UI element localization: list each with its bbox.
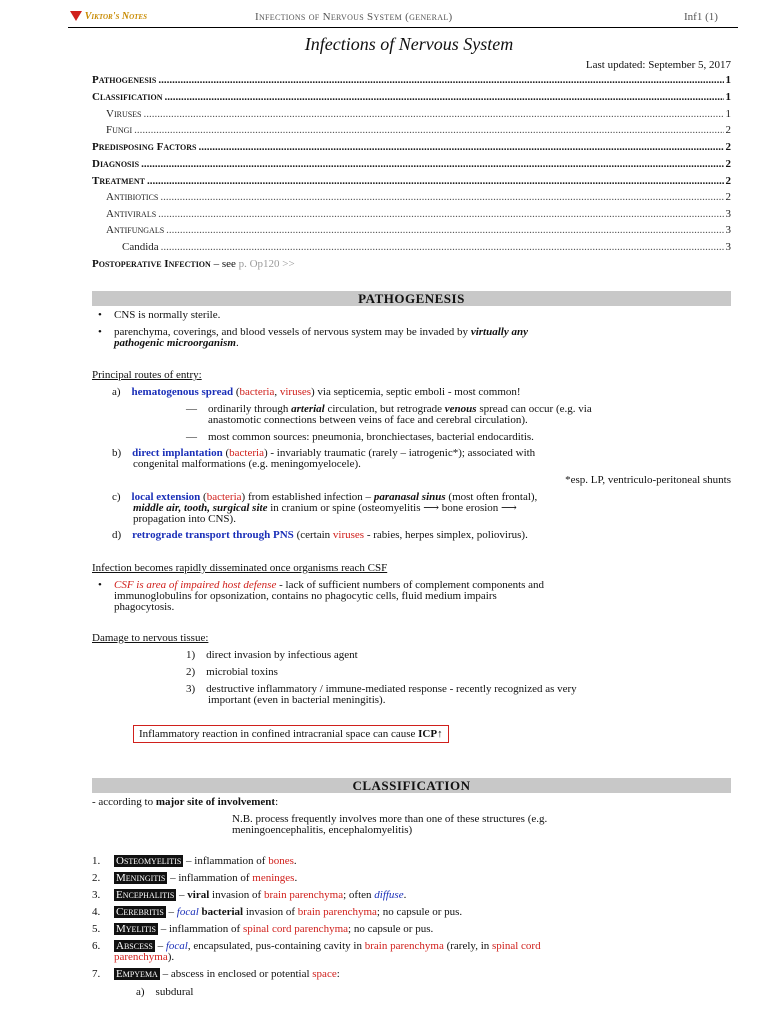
- route-c: c) local extension (bacteria) from established infection – paranasal sinus (most often frontal),: [112, 491, 538, 503]
- bullet-item: • CNS is normally sterile.: [114, 310, 220, 321]
- route-b: b) direct implantation (bacteria) - invariably traumatic (rarely – iatrogenic*); associated with: [112, 447, 536, 459]
- callout-box: Inflammatory reaction in confined intracranial space can cause ICP↑: [133, 725, 449, 743]
- last-updated: Last updated: September 5, 2017: [585, 59, 731, 71]
- logo-text: Viktor's Notes: [84, 10, 147, 22]
- list-item: 2. Meningitis – inflammation of meninges.: [92, 872, 298, 884]
- damage-item: 3) destructive inflammatory / immune-mediated response - recently recognized as very: [186, 683, 577, 695]
- bullet-continuation: phagocytosis.: [114, 601, 175, 613]
- subheading-damage: Damage to nervous tissue:: [92, 632, 209, 644]
- running-title: Infections of Nervous System (general): [255, 11, 453, 23]
- subheading-csf: Infection becomes rapidly disseminated once organisms reach CSF: [92, 562, 388, 574]
- route-d: d) retrograde transport through PNS (certain viruses - rabies, herpes simplex, poliovirus).: [112, 529, 528, 541]
- classification-intro: - according to major site of involvement:: [92, 796, 279, 808]
- postop-link[interactable]: p. Op120 >>: [238, 258, 295, 270]
- route-a: a) hematogenous spread (bacteria, viruses) via septicemia, septic emboli - most common!: [112, 386, 521, 398]
- route-b-cont: congenital malformations (e.g. meningomyelocele).: [133, 458, 361, 470]
- header-rule: [68, 27, 738, 28]
- page-number: Inf1 (1): [684, 11, 718, 23]
- nb-note: meningoencephalitis, encephalomyelitis): [232, 824, 413, 836]
- footnote: *esp. LP, ventriculo-peritoneal shunts: [565, 474, 731, 486]
- list-item-cont: parenchyma).: [114, 951, 175, 963]
- toc-item[interactable]: Classification ..... 1: [92, 91, 731, 103]
- section-heading-pathogenesis: PATHOGENESIS: [92, 291, 731, 306]
- toc-item[interactable]: Diagnosis ..... 2: [92, 158, 731, 170]
- list-subitem: a) subdural: [136, 986, 194, 998]
- damage-item: 2) microbial toxins: [186, 666, 278, 678]
- damage-item-cont: important (even in bacterial meningitis).: [208, 694, 386, 706]
- logo-icon: [70, 11, 82, 21]
- toc-item[interactable]: Antibiotics ..... 2: [106, 191, 731, 203]
- nb-note: N.B. process frequently involves more than one of these structures (e.g.: [232, 813, 548, 825]
- list-item: 4. Cerebritis – focal bacterial invasion of brain parenchyma; no capsule or pus.: [92, 906, 463, 918]
- list-item: 3. Encephalitis – viral invasion of brain parenchyma; often diffuse.: [92, 889, 407, 901]
- subheading-routes: Principal routes of entry:: [92, 369, 202, 381]
- route-a-detail-cont: anastomotic connections between veins of face and cerebral circulation).: [208, 414, 528, 426]
- route-c-cont: propagation into CNS).: [133, 513, 236, 525]
- route-a-detail: — ordinarily through arterial circulation, but retrograde venous spread can occur (e.g. via: [208, 404, 592, 415]
- toc-item[interactable]: Fungi ..... 2: [106, 124, 731, 136]
- list-item: 1. Osteomyelitis – inflammation of bones.: [92, 855, 297, 867]
- bullet-item: • parenchyma, coverings, and blood vessels of nervous system may be invaded by virtually any: [114, 327, 528, 338]
- bullet-continuation: pathogenic microorganism.: [114, 337, 239, 349]
- route-c-cont: middle air, tooth, surgical site in cranium or spine (osteomyelitis ⟶ bone erosion ⟶: [133, 502, 517, 514]
- toc-item[interactable]: Predisposing Factors ..... 2: [92, 141, 731, 153]
- bullet-item: • CSF is area of impaired host defense - lack of sufficient numbers of complement components and: [114, 580, 544, 591]
- postop-link-row: Postoperative Infection – see p. Op120 >>: [92, 258, 295, 270]
- damage-item: 1) direct invasion by infectious agent: [186, 649, 358, 661]
- bullet-continuation: immunoglobulins for opsonization, contains no phagocytic cells, fluid medium impairs: [114, 590, 497, 602]
- list-item: 7. Empyema – abscess in enclosed or potential space:: [92, 968, 340, 980]
- logo: [70, 10, 170, 24]
- section-heading-classification: CLASSIFICATION: [92, 778, 731, 793]
- list-item: 6. Abscess – focal, encapsulated, pus-containing cavity in brain parenchyma (rarely, in spinal cord: [92, 940, 541, 952]
- document-title: Infections of Nervous System: [304, 34, 514, 54]
- route-a-detail: — most common sources: pneumonia, bronchiectases, bacterial endocarditis.: [208, 432, 534, 443]
- toc-item[interactable]: Pathogenesis ..... 1: [92, 74, 731, 86]
- toc-item[interactable]: Antivirals ..... 3: [106, 208, 731, 220]
- toc-item[interactable]: Antifungals ..... 3: [106, 224, 731, 236]
- toc-item[interactable]: Candida ..... 3: [122, 241, 731, 253]
- toc-item[interactable]: Treatment ..... 2: [92, 175, 731, 187]
- list-item: 5. Myelitis – inflammation of spinal cord parenchyma; no capsule or pus.: [92, 923, 434, 935]
- toc-item[interactable]: Viruses ..... 1: [106, 108, 731, 120]
